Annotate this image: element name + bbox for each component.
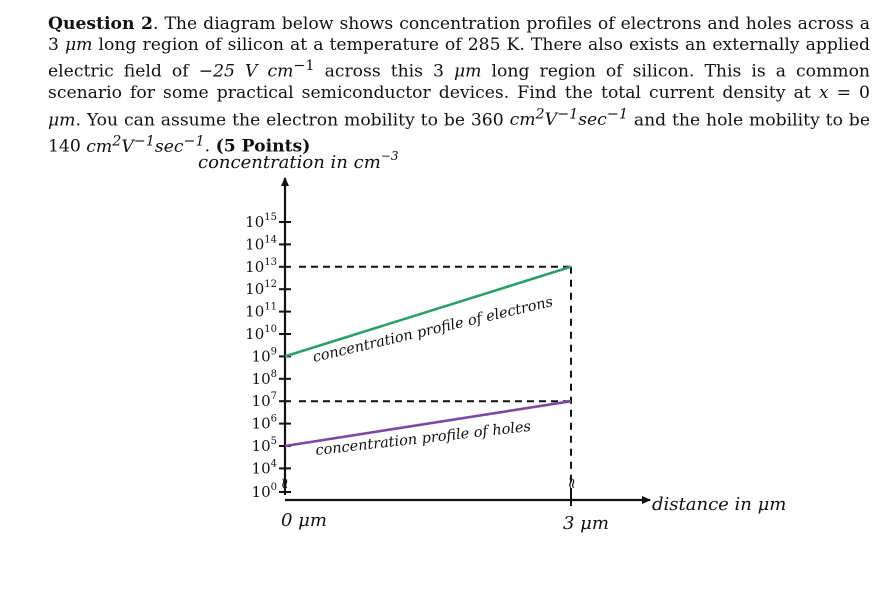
y-tick-label: $10^0$ [251, 482, 277, 501]
x-tick-label-0um: 0 μm [281, 510, 327, 531]
question-part: . [204, 137, 216, 158]
y-tick-label: $10^{13}$ [245, 256, 277, 276]
question-part: and the hole mobility to be 140 [48, 110, 870, 158]
question-part: . You can assume the electron mobility to be 360 [75, 110, 510, 131]
electron-profile-label: concentration profile of electrons [311, 294, 555, 366]
hole-profile-label: concentration profile of holes [314, 418, 532, 459]
exponent: −1 [293, 58, 315, 75]
electric-field-value: −25 V cm [198, 62, 294, 83]
unit-micrometer: μm [65, 35, 93, 56]
question-heading: Question 2 [48, 14, 153, 34]
y-tick-label: $10^{15}$ [245, 212, 277, 231]
variable-x: x [818, 83, 829, 104]
question-part: long region of silicon at a temperature of 285 K. There also exists an externally applied electric field of [48, 35, 870, 83]
y-tick-label: $10^8$ [251, 368, 277, 388]
y-tick-label: $10^{14}$ [245, 234, 277, 254]
y-tick-label: $10^6$ [251, 413, 277, 433]
electron-mobility-unit: $cm^2V^{-1}\sec^{-1}$ [509, 106, 628, 131]
y-tick-label: $10^4$ [251, 458, 277, 478]
x-tick-label-3um: 3 μm [563, 513, 609, 534]
y-axis-title: concentration in $cm^{-3}$ [198, 149, 399, 173]
question-part: = 0 [828, 83, 870, 104]
hole-mobility-unit: $cm^2V^{-1}\sec^{-1}$ [86, 133, 205, 158]
y-tick-label: $10^5$ [251, 436, 277, 455]
question-part: . The diagram below shows concentration profiles of electrons and holes across a 3 [48, 14, 870, 56]
y-tick-label: $10^7$ [251, 391, 277, 411]
unit-micrometer: μm [48, 110, 76, 131]
x-axis-title: distance in μm [652, 494, 787, 515]
points-label: (5 Points) [215, 137, 311, 158]
y-tick-label: $10^{12}$ [245, 279, 277, 299]
y-axis-break-symbol: ≈ [276, 477, 294, 490]
y-tick-label: $10^{11}$ [245, 301, 277, 321]
right-axis-break-symbol: ≈ [563, 477, 581, 490]
question-part: long region of silicon. This is a common scenario for some practical semiconductor devices. Find the total current density at [48, 62, 870, 104]
question-part: across this 3 [314, 62, 455, 83]
y-tick-label: $10^9$ [251, 346, 277, 366]
unit-micrometer: μm [454, 62, 482, 83]
y-tick-label: $10^{10}$ [245, 324, 277, 343]
